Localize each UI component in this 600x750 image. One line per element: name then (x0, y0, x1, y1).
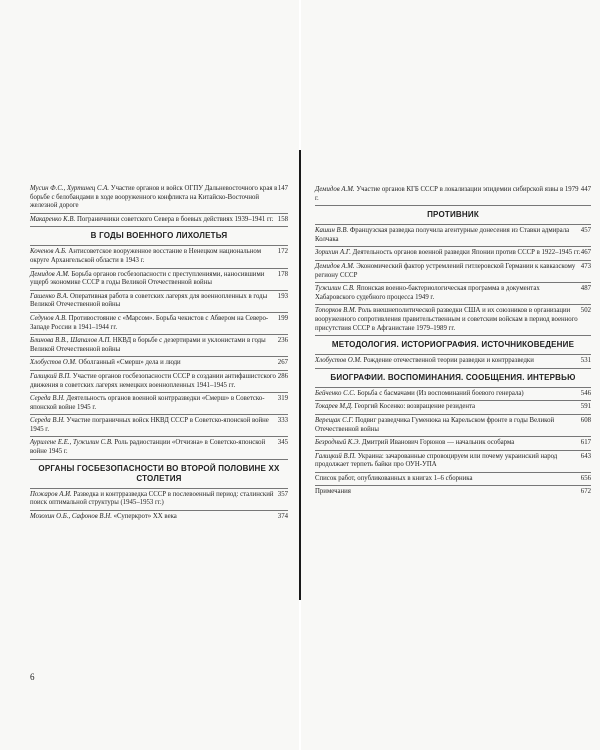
toc-page-number: 487 (580, 285, 591, 293)
toc-entry (30, 373, 288, 390)
right-toc-column (315, 186, 591, 499)
toc-entry (315, 227, 591, 244)
divider (315, 282, 591, 283)
divider (30, 245, 288, 246)
toc-author: Зорихин А.Г. (315, 249, 353, 257)
left-toc-column (30, 185, 288, 523)
divider (315, 414, 591, 415)
toc-page-number: 236 (277, 337, 288, 345)
toc-page-number: 617 (580, 439, 591, 447)
toc-page-number: 643 (580, 452, 591, 460)
toc-page-number: 457 (580, 227, 591, 235)
divider (315, 387, 591, 388)
divider (30, 370, 288, 371)
toc-page-number: 546 (580, 389, 591, 397)
toc-author: Безродный К.Э. (315, 439, 362, 447)
toc-entry (30, 491, 288, 508)
toc-page-number: 502 (580, 307, 591, 315)
toc-entry (315, 186, 591, 203)
toc-entry (315, 417, 591, 434)
toc-entry (315, 307, 591, 333)
toc-author: Гашенко В.А. (30, 292, 71, 300)
section-heading: В ГОДЫ ВОЕННОГО ЛИХОЛЕТЬЯ (90, 231, 228, 241)
toc-page-number: 608 (580, 416, 591, 424)
toc-author: Хлобустов О.М. (30, 359, 79, 367)
toc-entry (30, 185, 288, 211)
toc-entry (315, 390, 591, 399)
toc-page-number: 656 (580, 474, 591, 482)
toc-author: Седунов А.В. (30, 314, 69, 322)
left-page (0, 0, 299, 750)
toc-author: Галицкий В.П. (30, 372, 73, 380)
toc-entry (315, 439, 591, 448)
toc-title: Подвиг разведчика Гуменюка на Карельском фронте в годы Великой Отечественной войны (315, 416, 555, 433)
toc-title: Деятельность органов военной разведки Японии против СССР в 1922–1945 гг. (352, 249, 581, 257)
divider (315, 260, 591, 261)
divider (315, 335, 591, 336)
toc-page-number: 178 (277, 270, 288, 278)
section-heading: МЕТОДОЛОГИЯ. ИСТОРИОГРАФИЯ. ИСТОЧНИКОВЕДЕНИЕ (331, 340, 575, 350)
divider (30, 356, 288, 357)
toc-page-number: 447 (580, 186, 591, 193)
divider (30, 213, 288, 214)
toc-author: Середа В.Н. (30, 417, 67, 425)
toc-page-number: 147 (277, 185, 288, 192)
divider (315, 224, 591, 225)
toc-title: Оболганный «Смерш» дела и люди (78, 359, 181, 367)
toc-title: Деятельность органов военной контрразведки «Смерш» в Советско-японской войне 1945 г. (30, 395, 265, 411)
toc-page-number: 672 (580, 488, 591, 496)
section-heading: ОРГАНЫ ГОСБЕЗОПАСНОСТИ ВО ВТОРОЙ ПОЛОВИНЕ XX СТОЛЕТИЯ (38, 463, 280, 483)
toc-title: Пограничники советского Севера в боевых действиях 1939–1941 гг. (76, 215, 274, 223)
toc-page-number: 345 (277, 439, 288, 447)
toc-entry (30, 315, 288, 332)
toc-title: Участие органов госбезопасности СССР в создании антифашистского движения в советских лагерях немецких военнопленных 1941–1945 гг. (30, 372, 276, 389)
toc-author: Демидов А.М. (30, 270, 72, 278)
toc-entry (30, 248, 288, 265)
divider (30, 334, 288, 335)
toc-title: Разведка и контрразведка СССР в послевоенный период: сталинский поиск оптимальной структуры (1945–1953 гг.) (30, 490, 274, 507)
toc-author: Демидов А.М. (315, 262, 357, 270)
toc-title: Экономический фактор устремлений гитлеровской Германии к кавказскому региону СССР (315, 262, 576, 279)
toc-entry (315, 475, 591, 484)
toc-title: Дмитрий Иванович Горюнов — начальник особарма (361, 439, 515, 447)
divider (30, 312, 288, 313)
toc-title: Роль внешнеполитической разведки США и их союзников в организации вооруженного сопротивления правительственным и советским войскам в период военного присутствия СССР в Афганистане 1979–1989 гг. (315, 307, 578, 332)
divider (315, 368, 591, 369)
toc-author: Середа В.Н. (30, 395, 67, 403)
divider (30, 392, 288, 393)
toc-title: НКВД в борьбе с дезертирами и уклонистами в годы Великой Отечественной войны (30, 337, 266, 353)
toc-title: Список работ, опубликованных в книгах 1–6 сборника (315, 474, 473, 482)
divider (315, 485, 591, 486)
toc-entry (30, 513, 288, 522)
divider (315, 472, 591, 473)
divider (30, 510, 288, 511)
toc-author: Мусин Ф.С., Хуртинец С.А. (30, 185, 111, 192)
toc-page-number: 199 (277, 314, 288, 322)
toc-title: Противостояние с «Марсом». Борьба чекистов с Абвером на Северо-Западе России в 1941–1944 гг. (30, 314, 269, 331)
toc-entry (315, 403, 591, 412)
toc-title: Борьба с басмачами (Из воспоминаний боевого генерала) (357, 389, 524, 397)
divider (30, 459, 288, 460)
section-heading: БИОГРАФИИ. ВОСПОМИНАНИЯ. СООБЩЕНИЯ. ИНТЕРВЬЮ (330, 372, 576, 382)
toc-page-number: 473 (580, 262, 591, 270)
divider (315, 400, 591, 401)
divider (30, 414, 288, 415)
toc-author: Кашин В.В. (315, 227, 350, 235)
toc-title: «Суперкрот» XX века (113, 512, 177, 520)
right-page (301, 0, 600, 750)
toc-title: Японская военно-бактериологическая программа в документах Хабаровского судебного процесса 1949 г. (315, 285, 540, 301)
toc-title: Украина: зачарованные спровоцируем или почему украинский народ продолжает терпеть байки про ОУН-УПА (315, 452, 558, 469)
toc-page-number: 531 (580, 357, 591, 365)
divider (315, 246, 591, 247)
toc-entry (315, 263, 591, 280)
toc-page-number: 172 (277, 248, 288, 256)
toc-entry (30, 337, 288, 354)
divider (315, 354, 591, 355)
toc-author: Мозохин О.Б., Сафонов В.Н. (30, 512, 114, 520)
toc-author: Коченов А.Б. (30, 248, 69, 256)
toc-entry (315, 357, 591, 366)
divider (315, 450, 591, 451)
toc-author: Пожаров А.И. (30, 490, 74, 498)
toc-title: Антисоветское вооруженное восстание в Ненецком национальном округе Архангельской области в 1943 г. (30, 248, 261, 264)
toc-author: Аурилене Е.Е., Тужилин С.В. (30, 439, 115, 447)
divider (30, 226, 288, 227)
toc-page-number: 333 (277, 417, 288, 425)
toc-page-number: 357 (277, 490, 288, 498)
toc-author: Хлобустов О.М. (315, 357, 364, 365)
toc-author: Топорков В.М. (315, 307, 359, 315)
divider (30, 268, 288, 269)
divider (315, 304, 591, 305)
toc-page-number: 158 (277, 215, 288, 223)
toc-entry (315, 285, 591, 302)
toc-entry (30, 359, 288, 368)
toc-entry (30, 293, 288, 310)
toc-author: Галицкий В.П. (315, 452, 358, 460)
toc-page-number: 193 (277, 292, 288, 300)
toc-title: Участие органов и войск ОГПУ Дальневосточного края в борьбе с белобандами в ходе вооруженного конфликта на Китайско-Восточной железной дороге (30, 185, 278, 210)
toc-author: Макаренко К.В. (30, 215, 77, 223)
toc-title: Рождение отечественной теории разведки и контрразведки (363, 357, 534, 365)
toc-entry (30, 271, 288, 288)
divider (30, 290, 288, 291)
toc-page-number: 267 (277, 359, 288, 367)
toc-entry (30, 417, 288, 434)
section-heading: ПРОТИВНИК (427, 210, 479, 220)
toc-author: Блинова В.В., Шапалов А.П. (30, 337, 113, 345)
toc-entry (30, 216, 288, 225)
divider (315, 436, 591, 437)
toc-entry (30, 439, 288, 456)
toc-title: Борьба органов госбезопасности с преступлениями, наносившими ущерб экономике СССР в годы Великой Отечественной войны (30, 270, 265, 287)
toc-entry (315, 249, 591, 258)
toc-entry (30, 395, 288, 412)
toc-page-number: 286 (277, 372, 288, 380)
page-number: 6 (30, 672, 35, 682)
divider (30, 488, 288, 489)
toc-title: Роль радиостанции «Отчизна» в Советско-японской войне 1945 г. (30, 439, 266, 456)
toc-author: Демидов А.М. (315, 186, 357, 193)
toc-title: Георгий Косенко: возвращение резидента (354, 403, 476, 411)
toc-title: Французская разведка получила агентурные донесения из Ставки адмирала Колчака (315, 227, 570, 243)
divider (30, 436, 288, 437)
toc-author: Верещак С.Г. (315, 416, 356, 424)
toc-entry (315, 488, 591, 497)
toc-title: Оперативная работа в советских лагерях для военнопленных в годы Великой Отечественной войны (30, 292, 268, 309)
toc-author: Тужилин С.В. (315, 285, 357, 293)
toc-title: Участие органов КГБ СССР в локализации эпидемии сибирской язвы в 1979 г. (315, 186, 579, 202)
toc-author: Токарев М.Д. (315, 403, 355, 411)
divider (315, 205, 591, 206)
toc-title: Примечания (315, 488, 351, 496)
toc-page-number: 591 (580, 403, 591, 411)
toc-page-number: 319 (277, 395, 288, 403)
toc-title: Участие пограничных войск НКВД СССР в Советско-японской войне 1945 г. (30, 417, 269, 433)
toc-entry (315, 453, 591, 470)
toc-page-number: 467 (580, 249, 591, 257)
toc-page-number: 374 (277, 512, 288, 520)
toc-author: Бейченко С.С. (315, 389, 358, 397)
